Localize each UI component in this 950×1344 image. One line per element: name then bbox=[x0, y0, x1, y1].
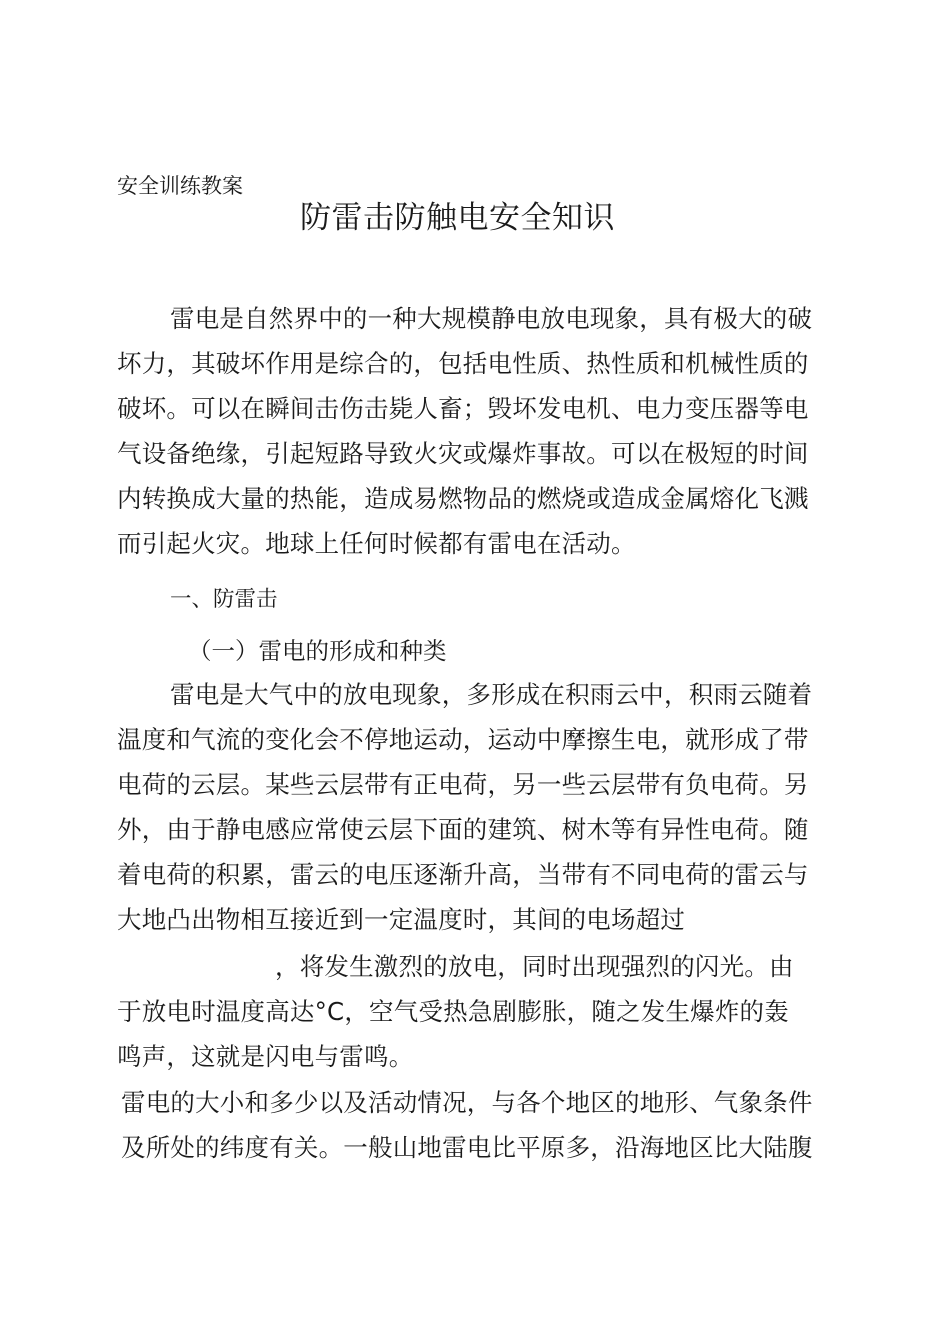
paragraph-line: 鸣声，这就是闪电与雷鸣。 bbox=[117, 1042, 414, 1071]
paragraph-line: 大地凸出物相互接近到一定温度时，其间的电场超过 bbox=[117, 905, 686, 934]
paragraph-line: 电荷的云层。某些云层带有正电荷，另一些云层带有负电荷。另 bbox=[117, 770, 809, 799]
document-category-label: 安全训练教案 bbox=[117, 174, 243, 198]
paragraph-line: 温度和气流的变化会不停地运动，运动中摩擦生电，就形成了带 bbox=[117, 725, 809, 754]
paragraph-line: 破坏。可以在瞬间击伤击毙人畜；毁坏发电机、电力变压器等电 bbox=[117, 394, 809, 423]
paragraph-line: 及所处的纬度有关。一般山地雷电比平原多，沿海地区比大陆腹 bbox=[121, 1133, 813, 1162]
paragraph-line: 坏力，其破坏作用是综合的，包括电性质、热性质和机械性质的 bbox=[117, 349, 809, 378]
paragraph-line: 外，由于静电感应常使云层下面的建筑、树木等有异性电荷。随 bbox=[117, 815, 809, 844]
paragraph-line: 气设备绝缘，引起短路导致火灾或爆炸事故。可以在极短的时间 bbox=[117, 439, 809, 468]
paragraph-line: 而引起火灾。地球上任何时候都有雷电在活动。 bbox=[117, 529, 636, 558]
paragraph-line: 雷电是自然界中的一种大规模静电放电现象，具有极大的破 bbox=[170, 304, 813, 333]
section-heading: 一、防雷击 bbox=[170, 587, 278, 612]
paragraph-line: 于放电时温度高达°C，空气受热急剧膨胀，随之发生爆炸的轰 bbox=[117, 997, 789, 1026]
paragraph-line: 着电荷的积累，雷云的电压逐渐升高，当带有不同电荷的雷云与 bbox=[117, 860, 809, 889]
subsection-heading: （一）雷电的形成和种类 bbox=[188, 637, 447, 665]
document-title: 防雷击防触电安全知识 bbox=[300, 200, 615, 236]
paragraph-line: 内转换成大量的热能，造成易燃物品的燃烧或造成金属熔化飞溅 bbox=[117, 484, 809, 513]
paragraph-line: ，将发生激烈的放电，同时出现强烈的闪光。由 bbox=[275, 952, 794, 981]
paragraph-line: 雷电是大气中的放电现象，多形成在积雨云中，积雨云随着 bbox=[170, 680, 813, 709]
paragraph-line: 雷电的大小和多少以及活动情况，与各个地区的地形、气象条件 bbox=[121, 1088, 813, 1117]
